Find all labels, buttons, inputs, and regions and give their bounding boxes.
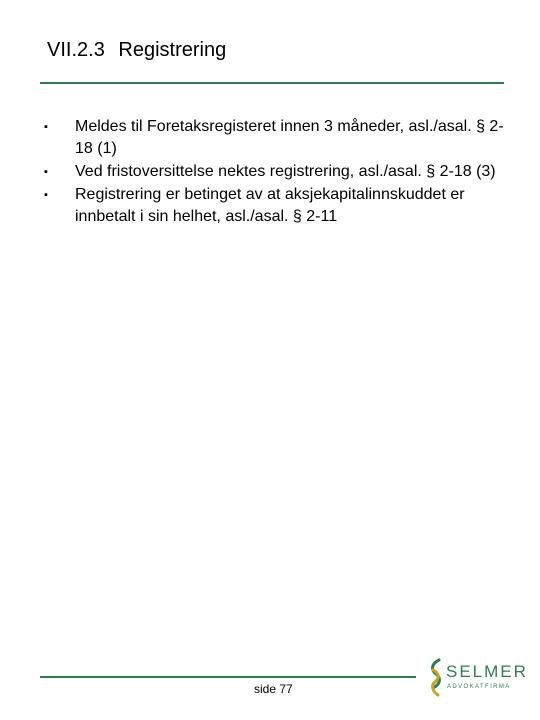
list-item [44,161,504,183]
bullet-text: Registrering er betinget av at aksjekapitalinnskuddet er innbetalt i sin helhet, asl./asal. § 2-11 [75,186,465,225]
footer-divider [40,676,416,678]
bullet-text: Meldes til Foretaksregisteret innen 3 måneder, asl./asal. § 2-18 (1) [75,118,504,157]
page-title [47,38,226,62]
bullet-icon: ▪ [44,166,48,178]
logo-tagline: ADVOKATFIRMA [447,684,511,690]
logo-mark-icon [428,658,444,698]
bullet-text: Ved fristoversittelse nektes registrering, asl./asal. § 2-18 (3) [75,163,496,180]
bullet-list [44,116,504,229]
bullet-icon: ▪ [44,189,48,201]
page-number: side 77 [254,682,293,696]
section-number: VII.2.3 [47,39,105,61]
title-divider [40,82,504,84]
logo-name: SELMER [446,662,528,681]
list-item [44,116,504,160]
list-item [44,184,504,228]
title-text: Registrering [118,39,227,61]
bullet-icon: ▪ [44,121,48,133]
selmer-logo [428,658,528,700]
